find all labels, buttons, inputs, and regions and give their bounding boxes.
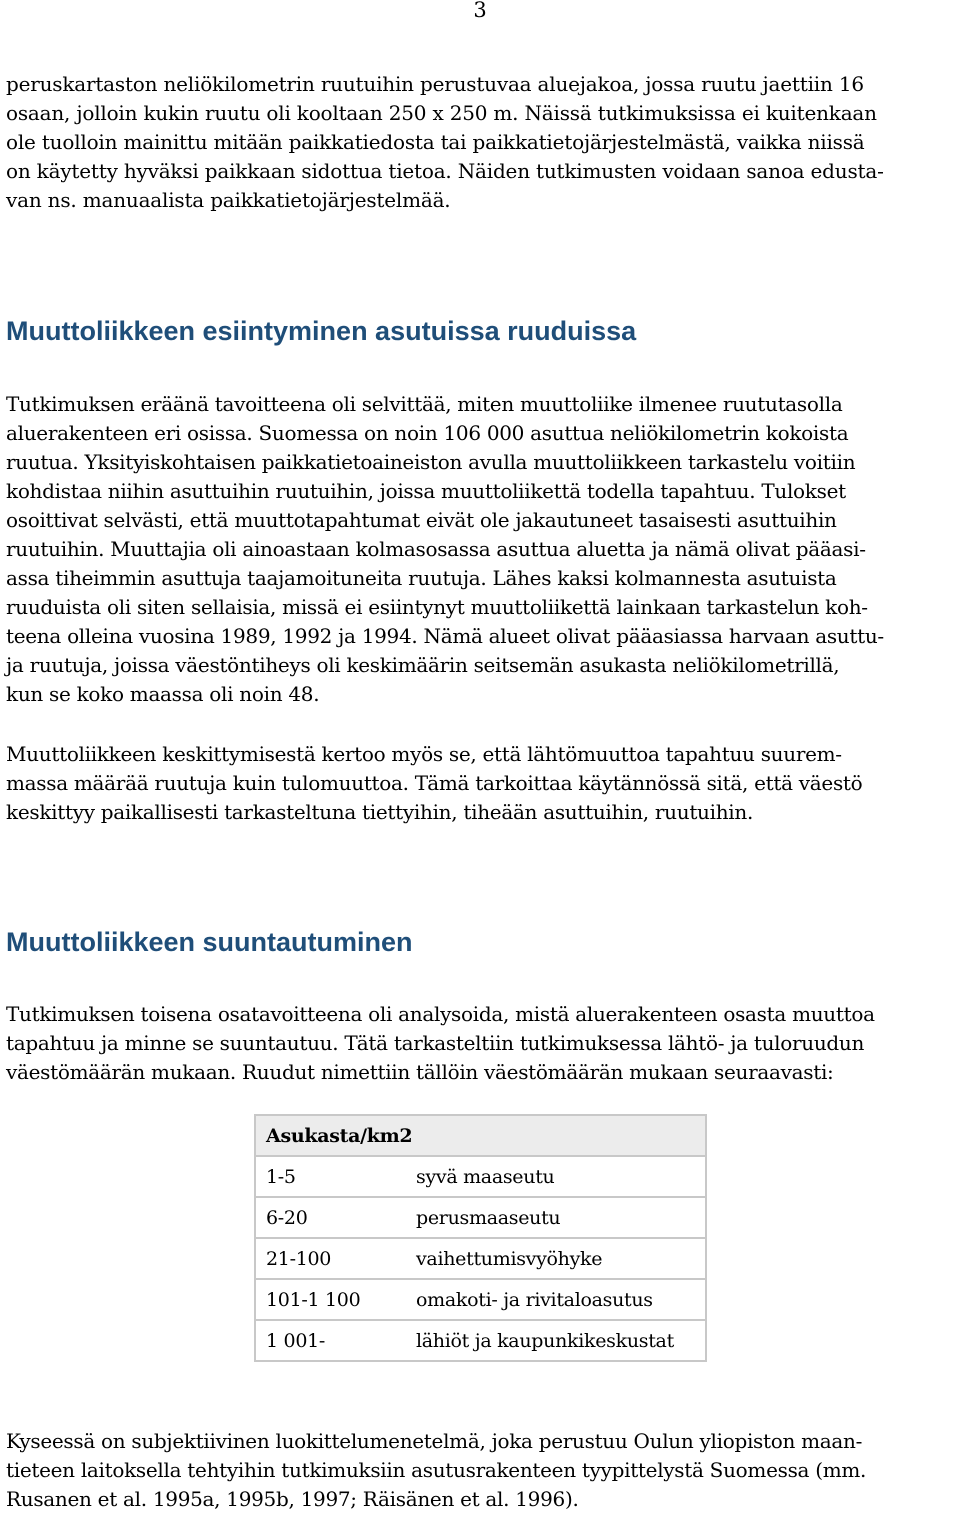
page-number: 3 [473,0,487,22]
text-line: ruuduista oli siten sellaisia, missä ei esiintynyt muuttoliikettä lainkaan tarkastelun koh- [6,595,868,619]
text-line: Muuttoliikkeen keskittymisestä kertoo myös se, että lähtömuuttoa tapahtuu suurem- [6,742,842,766]
density-range: 1-5 [255,1156,406,1197]
text-line: ruutuihin. Muuttajia oli ainoastaan kolmasosassa asuttua aluetta ja nämä olivat pääasi- [6,537,866,561]
text-line: kohdistaa niihin asuttuihin ruutuihin, joissa muuttoliikettä todella tapahtuu. Tulokset [6,479,846,503]
area-type: vaihettumisvyöhyke [406,1238,706,1279]
occurrence-paragraph-2 [6,740,956,827]
text-line: Kyseessä on subjektiivinen luokittelumenetelmä, joka perustuu Oulun yliopiston maan- [6,1429,863,1453]
text-line: peruskartaston neliökilometrin ruutuihin perustuvaa aluejakoa, jossa ruutu jaettiin 16 [6,72,864,96]
table-row [255,1197,706,1238]
text-line: keskittyy paikallisesti tarkasteltuna tiettyihin, tiheään asuttuihin, ruutuihin. [6,800,754,824]
density-range: 1 001- [255,1320,406,1361]
area-type: syvä maaseutu [406,1156,706,1197]
text-line: osoittivat selvästi, että muuttotapahtumat eivät ole jakautuneet tasaisesti asuttuihin [6,508,837,532]
density-range: 101-1 100 [255,1279,406,1320]
direction-paragraph-1 [6,1000,956,1087]
text-line: massa määrää ruutuja kuin tulomuuttoa. Tämä tarkoittaa käytännössä sitä, että väestö [6,771,863,795]
text-line: aluerakenteen eri osissa. Suomessa on noin 106 000 asuttua neliökilometrin kokoista [6,421,849,445]
section-heading-direction: Muuttoliikkeen suuntautuminen [6,927,413,957]
table-row [255,1279,706,1320]
text-line: assa tiheimmin asuttuja taajamoituneita ruutuja. Lähes kaksi kolmannesta asutuista [6,566,837,590]
text-line: tapahtuu ja minne se suuntautuu. Tätä tarkasteltiin tutkimuksessa lähtö- ja tuloruudun [6,1031,865,1055]
text-line: on käytetty hyväksi paikkaan sidottua tietoa. Näiden tutkimusten voidaan sanoa edusta- [6,159,884,183]
table-header-cell: Asukasta/km2 [255,1115,706,1156]
table-row [255,1238,706,1279]
text-line: osaan, jolloin kukin ruutu oli kooltaan 250 x 250 m. Näissä tutkimuksissa ei kuitenkaan [6,101,877,125]
table-header-row [255,1115,706,1156]
text-line: Rusanen et al. 1995a, 1995b, 1997; Räisänen et al. 1996). [6,1487,579,1511]
area-type: lähiöt ja kaupunkikeskustat [406,1320,706,1361]
text-line: Tutkimuksen eräänä tavoitteena oli selvittää, miten muuttoliike ilmenee ruututasolla [6,392,843,416]
text-line: ole tuolloin mainittu mitään paikkatiedosta tai paikkatietojärjestelmästä, vaikka niissä [6,130,865,154]
text-line: van ns. manuaalista paikkatietojärjestelmää. [6,188,451,212]
text-line: ruutua. Yksityiskohtaisen paikkatietoaineiston avulla muuttoliikkeen tarkastelu voitiin [6,450,856,474]
table-row [255,1320,706,1361]
text-line: teena olleina vuosina 1989, 1992 ja 1994. Nämä alueet olivat pääasiassa harvaan asuttu- [6,624,884,648]
area-type: omakoti- ja rivitaloasutus [406,1279,706,1320]
density-range: 21-100 [255,1238,406,1279]
text-line: Tutkimuksen toisena osatavoitteena oli analysoida, mistä aluerakenteen osasta muuttoa [6,1002,875,1026]
text-line: väestömäärän mukaan. Ruudut nimettiin tällöin väestömäärän mukaan seuraavasti: [6,1060,834,1084]
occurrence-paragraph-1 [6,390,956,709]
table-row [255,1156,706,1197]
population-density-table [254,1114,707,1362]
intro-paragraph [6,70,956,215]
density-range: 6-20 [255,1197,406,1238]
text-line: tieteen laitoksella tehtyihin tutkimuksiin asutusrakenteen tyypittelystä Suomessa (mm. [6,1458,867,1482]
section-heading-occurrence: Muuttoliikkeen esiintyminen asutuissa ruuduissa [6,316,637,346]
direction-paragraph-2 [6,1427,956,1514]
area-type: perusmaaseutu [406,1197,706,1238]
text-line: ja ruutuja, joissa väestöntiheys oli keskimäärin seitsemän asukasta neliökilometrillä, [6,653,840,677]
text-line: kun se koko maassa oli noin 48. [6,682,320,706]
